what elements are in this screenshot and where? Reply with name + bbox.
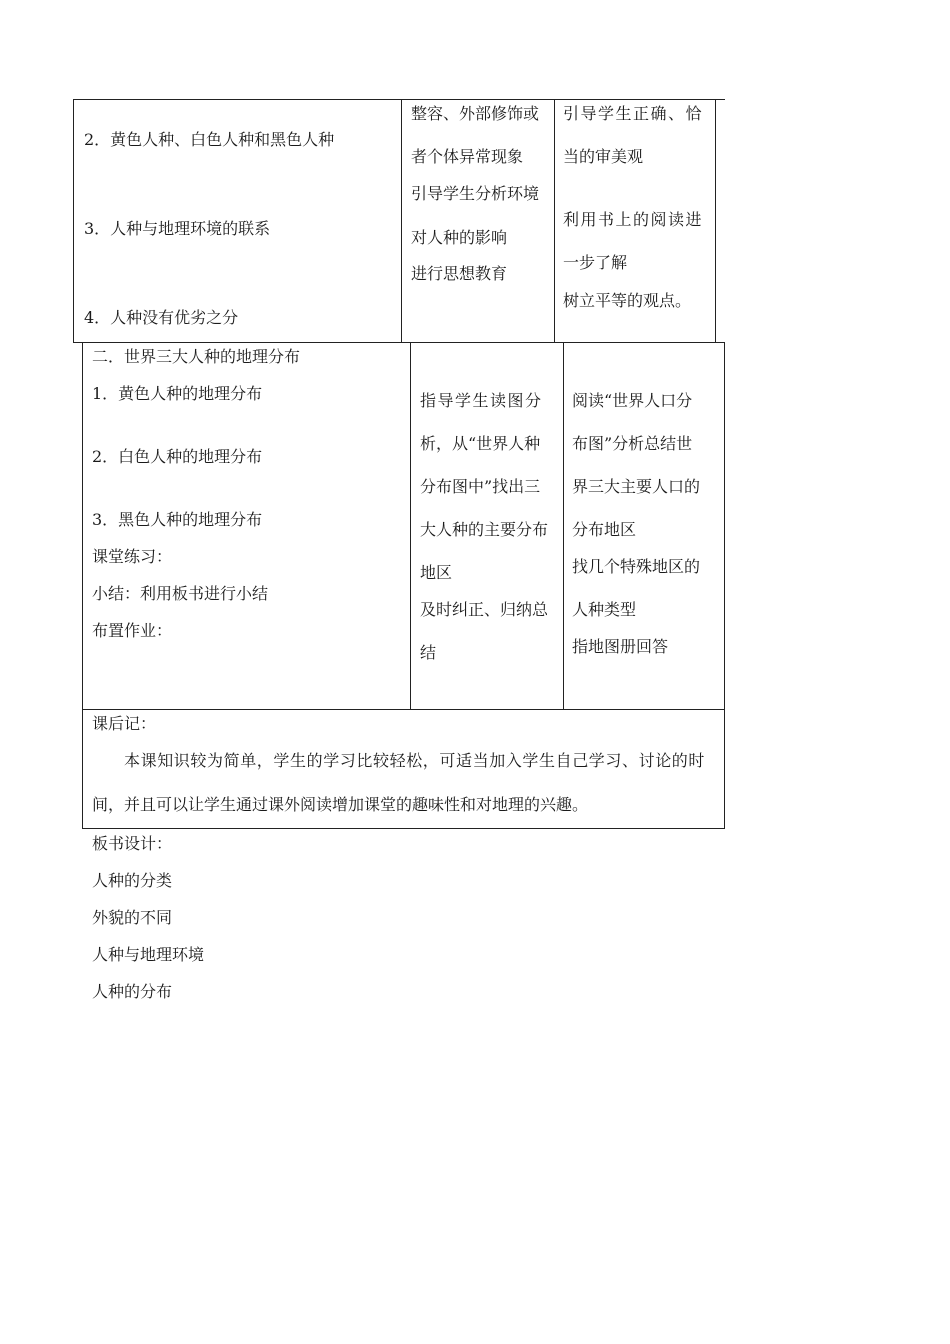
table-bottom-cell-1: 1．黄色人种的地理分布 <box>92 384 263 403</box>
table-bottom-method-3: 分布图中”找出三 <box>420 477 541 496</box>
table-bottom-cell-2: 2．白色人种的地理分布 <box>92 447 263 466</box>
table-top-method-1: 整容、外部修饰或 <box>411 104 540 123</box>
table-bottom-method-4: 大人种的主要分布 <box>420 520 549 539</box>
table-top-method-5: 进行思想教育 <box>411 264 508 283</box>
table-top-goal-1: 引导学生正确、恰 <box>563 104 704 123</box>
table-top-goal-2: 当的审美观 <box>563 147 644 166</box>
table-top-goal-5: 树立平等的观点。 <box>563 291 692 310</box>
board-item-3: 人种与地理环境 <box>92 945 205 964</box>
table-top-method-4: 对人种的影响 <box>411 228 508 247</box>
table-bottom-activity-2: 布图”分析总结世 <box>572 434 693 453</box>
table-bottom-method-2: 析，从“世界人种 <box>420 434 541 453</box>
table-bottom-activity-3: 界三大主要人口的 <box>572 477 701 496</box>
table-bottom-activity-7: 指地图册回答 <box>572 637 669 656</box>
notes-title: 课后记： <box>92 714 157 733</box>
table-bottom-method-1: 指导学生读图分 <box>420 391 543 410</box>
table-top-cell-3: 4．人种没有优劣之分 <box>84 308 239 327</box>
table-top-method-2: 者个体异常现象 <box>411 147 524 166</box>
board-title: 板书设计： <box>92 834 173 853</box>
section-heading: 二．世界三大人种的地理分布 <box>92 347 301 366</box>
summary-label: 小结：利用板书进行小结 <box>92 584 269 603</box>
table-bottom-method-5: 地区 <box>420 563 453 582</box>
table-top-goal-4: 一步了解 <box>563 253 628 272</box>
table-bottom-cell-3: 3．黑色人种的地理分布 <box>92 510 263 529</box>
board-item-1: 人种的分类 <box>92 871 173 890</box>
table-bottom-method-7: 结 <box>420 643 437 662</box>
notes-line-2: 间，并且可以让学生通过课外阅读增加课堂的趣味性和对地理的兴趣。 <box>92 795 589 814</box>
board-item-4: 人种的分布 <box>92 982 173 1001</box>
table-bottom-activity-4: 分布地区 <box>572 520 637 539</box>
table-top-cell-2: 3．人种与地理环境的联系 <box>84 219 271 238</box>
notes-line-1: 本课知识较为简单，学生的学习比较轻松，可适当加入学生自己学习、讨论的时 <box>124 751 706 770</box>
table-bottom-method-6: 及时纠正、归纳总 <box>420 600 549 619</box>
table-top-goal-3: 利用书上的阅读进 <box>563 210 704 229</box>
table-bottom-activity-5: 找几个特殊地区的 <box>572 557 701 576</box>
table-top-cell-1: 2．黄色人种、白色人种和黑色人种 <box>84 130 335 149</box>
table-bottom-activity-1: 阅读“世界人口分 <box>572 391 693 410</box>
table-bottom-activity-6: 人种类型 <box>572 600 637 619</box>
practice-label: 课堂练习： <box>92 547 173 566</box>
table-top-method-3: 引导学生分析环境 <box>411 184 540 203</box>
homework-label: 布置作业： <box>92 621 173 640</box>
board-item-2: 外貌的不同 <box>92 908 173 927</box>
